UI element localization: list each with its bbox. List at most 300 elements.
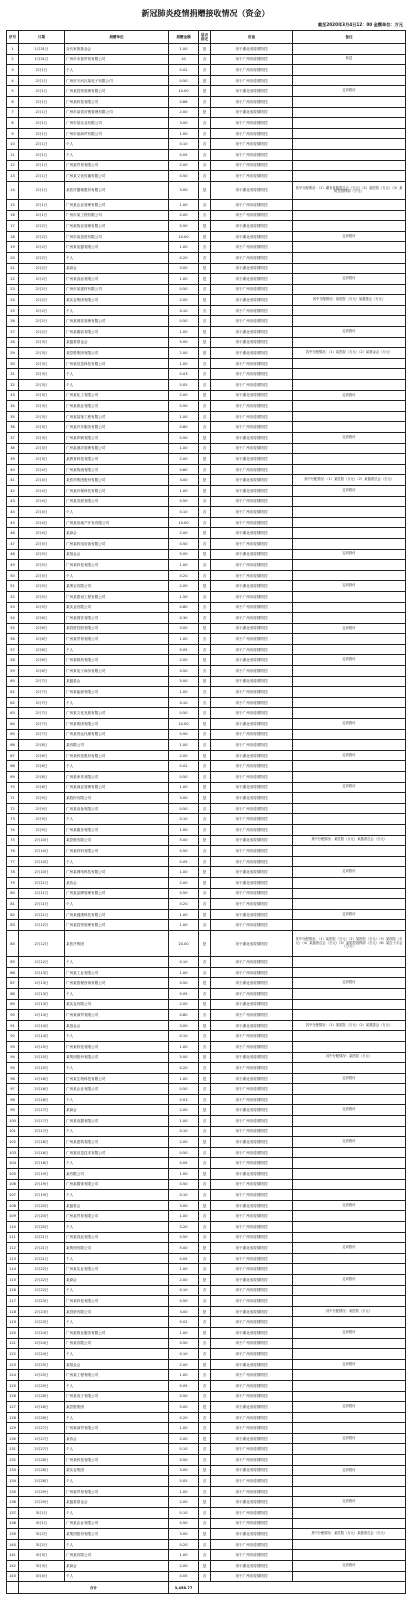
table-row	[7, 581, 406, 592]
cell-date: 2月4日	[19, 464, 65, 475]
cell-purpose: 用于湖北省疫情防控	[211, 1243, 293, 1254]
cell-donor: 广州某管理咨询有限公司	[65, 978, 169, 989]
cell-date: 3月2日	[19, 1539, 65, 1550]
cell-date: 2月7日	[19, 697, 65, 708]
cell-remark: 定向拨付	[293, 978, 406, 989]
cell-purpose: 用于广州市疫情防控	[211, 1571, 293, 1582]
cell-no: 1	[7, 44, 19, 55]
cell-designated: 否	[199, 1539, 211, 1550]
cell-no: 92	[7, 1031, 19, 1042]
cell-date: 2月4日	[19, 528, 65, 539]
cell-amount: 1.00	[169, 1486, 199, 1497]
table-row	[7, 1359, 406, 1370]
cell-date: 2月19日	[19, 1190, 65, 1201]
cell-designated: 否	[199, 1010, 211, 1021]
cell-designated: 是	[199, 1306, 211, 1317]
cell-remark	[293, 1158, 406, 1169]
cell-no: 97	[7, 1084, 19, 1095]
cell-date: 2月3日	[19, 390, 65, 401]
cell-amount: 0.50	[169, 708, 199, 719]
cell-designated: 是	[199, 1561, 211, 1572]
page-subtitle: 截至2020年3月4日12：00 金额单位：万元	[317, 22, 403, 27]
cell-no: 2	[7, 54, 19, 65]
cell-no: 25	[7, 305, 19, 316]
total-blank	[7, 1582, 19, 1594]
cell-designated: 是	[199, 454, 211, 465]
cell-designated: 是	[199, 1169, 211, 1180]
cell-amount: 0.05	[169, 1380, 199, 1391]
cell-amount: 0.50	[169, 803, 199, 814]
cell-date: 2月3日	[19, 369, 65, 380]
cell-no: 44	[7, 507, 19, 518]
cell-designated: 否	[199, 538, 211, 549]
cell-remark	[293, 454, 406, 465]
total-blank-right	[199, 1582, 406, 1594]
cell-remark	[293, 96, 406, 107]
cell-designated: 否	[199, 824, 211, 835]
cell-remark	[293, 1179, 406, 1190]
cell-amount: 2.00	[169, 581, 199, 592]
cell-no: 139	[7, 1529, 19, 1540]
cell-purpose: 用于湖北省疫情防控	[211, 390, 293, 401]
cell-designated: 是	[199, 750, 211, 761]
table-row	[7, 1232, 406, 1243]
cell-purpose: 用于广州市疫情防控	[211, 75, 293, 86]
cell-donor: 广州某酒店管理有限公司	[65, 443, 169, 454]
cell-designated: 是	[199, 1497, 211, 1508]
cell-no: 140	[7, 1539, 19, 1550]
table-row	[7, 496, 406, 507]
cell-purpose: 用于湖北省疫情防控	[211, 1433, 293, 1444]
cell-designated: 否	[199, 591, 211, 602]
cell-amount: 10	[169, 54, 199, 65]
cell-remark	[293, 118, 406, 129]
cell-donor: 某投资有限公司	[65, 1306, 169, 1317]
cell-date: 2月6日	[19, 666, 65, 677]
cell-purpose: 用于广州市疫情防控	[211, 464, 293, 475]
cell-purpose: 用于广州市疫情防控	[211, 634, 293, 645]
cell-donor: 某慈善会	[65, 676, 169, 687]
cell-remark: 定向拨付	[293, 1243, 406, 1254]
cell-no: 143	[7, 1571, 19, 1582]
cell-no: 71	[7, 793, 19, 804]
cell-purpose: 用于广州市疫情防控	[211, 1539, 293, 1550]
cell-amount: 10.00	[169, 719, 199, 730]
cell-donor: 广州市某投资有限公司	[65, 231, 169, 242]
table-row	[7, 967, 406, 978]
cell-remark: 定向拨付	[293, 1327, 406, 1338]
cell-designated: 是	[199, 1052, 211, 1063]
cell-designated: 否	[199, 422, 211, 433]
cell-amount: 0.50	[169, 284, 199, 295]
cell-designated: 是	[199, 44, 211, 55]
cell-remark	[293, 888, 406, 899]
cell-remark	[293, 999, 406, 1010]
cell-amount: 0.50	[169, 666, 199, 677]
cell-no: 129	[7, 1423, 19, 1434]
cell-purpose: 用于湖北省疫情防控	[211, 930, 293, 956]
cell-donor: 广州市天河区某电子有限公司	[65, 75, 169, 86]
cell-amount: 20.00	[169, 930, 199, 956]
cell-designated: 是	[199, 1465, 211, 1476]
table-row	[7, 835, 406, 846]
table-row	[7, 107, 406, 118]
cell-donor: 广州某货运代理有限公司	[65, 729, 169, 740]
cell-designated: 是	[199, 655, 211, 666]
cell-remark: 定向拨付	[293, 909, 406, 920]
cell-amount: 3.00	[169, 1200, 199, 1211]
cell-remark	[293, 1222, 406, 1233]
cell-purpose: 用于湖北省疫情防控	[211, 867, 293, 878]
table-row	[7, 274, 406, 285]
cell-no: 122	[7, 1349, 19, 1360]
cell-designated: 否	[199, 1222, 211, 1233]
cell-date: 2月27日	[19, 1433, 65, 1444]
cell-amount: 1.00	[169, 199, 199, 210]
cell-donor: 广州某服装有限公司	[65, 327, 169, 338]
cell-date: 2月20日	[19, 1211, 65, 1222]
cell-purpose: 用于广州市疫情防控	[211, 1508, 293, 1519]
cell-no: 68	[7, 761, 19, 772]
cell-donor: 广州某设备有限公司	[65, 803, 169, 814]
table-row	[7, 1380, 406, 1391]
cell-donor: 个人	[65, 380, 169, 391]
cell-donor: 广州某商贸有限公司	[65, 1423, 169, 1434]
cell-designated: 否	[199, 369, 211, 380]
cell-purpose: 用于广州市疫情防控	[211, 1412, 293, 1423]
cell-no: 87	[7, 978, 19, 989]
cell-designated: 否	[199, 401, 211, 412]
cell-donor: 广州某汽车服务有限公司	[65, 422, 169, 433]
cell-remark: 定向拨付	[293, 1497, 406, 1508]
cell-remark	[293, 1338, 406, 1349]
cell-remark	[293, 1147, 406, 1158]
table-row	[7, 1317, 406, 1328]
cell-date: 2月15日	[19, 1052, 65, 1063]
cell-purpose: 用于湖北省疫情防控	[211, 528, 293, 539]
cell-donor: 某控股有限公司	[65, 835, 169, 846]
cell-purpose: 用于广州市疫情防控	[211, 1264, 293, 1275]
cell-donor: 某珠宝有限公司	[65, 581, 169, 592]
table-row	[7, 1465, 406, 1476]
cell-date: 2月24日	[19, 1349, 65, 1360]
cell-remark: 其中分配情况：（1）某医院（万元）（2）某慈善总会（万元）	[293, 475, 406, 486]
cell-date: 2月4日	[19, 517, 65, 528]
cell-remark: 其中分配情况：（1）某医院（万元）（2）某慈善会（万元）	[293, 1020, 406, 1031]
cell-remark: 定向拨付	[293, 1561, 406, 1572]
cell-date: 2月5日	[19, 549, 65, 560]
cell-date: 2月5日	[19, 581, 65, 592]
cell-remark	[293, 560, 406, 571]
cell-amount: 0.20	[169, 570, 199, 581]
cell-remark: 定向拨付	[293, 867, 406, 878]
cell-donor: 广州某化工有限公司	[65, 390, 169, 401]
cell-purpose: 用于湖北省疫情防控	[211, 655, 293, 666]
cell-designated: 是	[199, 390, 211, 401]
cell-remark: 定向拨付	[293, 1137, 406, 1148]
cell-purpose: 用于广州市疫情防控	[211, 824, 293, 835]
cell-amount: 3.00	[169, 1465, 199, 1476]
table-row	[7, 697, 406, 708]
cell-designated: 否	[199, 1444, 211, 1455]
cell-amount: 1.00	[169, 1264, 199, 1275]
cell-date: 2月2日	[19, 274, 65, 285]
cell-remark	[293, 1380, 406, 1391]
cell-remark	[293, 464, 406, 475]
cell-donor: 某实业集团	[65, 1465, 169, 1476]
cell-remark	[293, 1508, 406, 1519]
cell-designated: 否	[199, 1317, 211, 1328]
cell-amount: 2.00	[169, 107, 199, 118]
cell-amount: 1.00	[169, 740, 199, 751]
cell-remark: 定向拨付	[293, 750, 406, 761]
table-row	[7, 369, 406, 380]
cell-purpose: 用于广州市疫情防控	[211, 149, 293, 160]
cell-designated: 是	[199, 930, 211, 956]
cell-amount: 2.00	[169, 454, 199, 465]
cell-date: 2月7日	[19, 676, 65, 687]
cell-no: 64	[7, 719, 19, 730]
cell-date: 2月12日	[19, 957, 65, 968]
cell-no: 124	[7, 1370, 19, 1381]
cell-no: 13	[7, 171, 19, 182]
cell-date: 2月24日	[19, 1338, 65, 1349]
cell-no: 59	[7, 666, 19, 677]
cell-purpose: 用于广州市疫情防控	[211, 160, 293, 171]
cell-amount: 0.50	[169, 496, 199, 507]
cell-date: 2月23日	[19, 1296, 65, 1307]
cell-donor: 个人	[65, 1031, 169, 1042]
cell-donor: 广州某物业服务有限公司	[65, 1327, 169, 1338]
cell-remark	[293, 1169, 406, 1180]
cell-purpose: 用于广州市疫情防控	[211, 1380, 293, 1391]
cell-designated: 否	[199, 1031, 211, 1042]
cell-date: 2月7日	[19, 687, 65, 698]
cell-donor: 某商会	[65, 528, 169, 539]
cell-amount: 2.00	[169, 1274, 199, 1285]
cell-purpose: 用于广州市疫情防控	[211, 988, 293, 999]
table-row	[7, 1529, 406, 1540]
cell-designated: 是	[199, 1073, 211, 1084]
cell-remark	[293, 44, 406, 55]
cell-no: 85	[7, 957, 19, 968]
cell-no: 39	[7, 454, 19, 465]
cell-remark	[293, 824, 406, 835]
cell-amount: 0.80	[169, 602, 199, 613]
cell-amount: 0.50	[169, 171, 199, 182]
cell-remark	[293, 199, 406, 210]
cell-donor: 广州某贸易有限公司	[65, 160, 169, 171]
cell-no: 12	[7, 160, 19, 171]
table-row	[7, 263, 406, 274]
cell-designated: 是	[199, 327, 211, 338]
cell-designated: 否	[199, 1391, 211, 1402]
cell-donor: 个人	[65, 1349, 169, 1360]
cell-designated: 是	[199, 75, 211, 86]
cell-remark	[293, 846, 406, 857]
cell-date: 2月2日	[19, 242, 65, 253]
cell-designated: 否	[199, 1285, 211, 1296]
cell-designated: 否	[199, 149, 211, 160]
cell-date: 2月2日	[19, 295, 65, 306]
cell-amount: 5.00	[169, 1243, 199, 1254]
cell-date: 2月16日	[19, 1073, 65, 1084]
cell-amount: 0.20	[169, 1222, 199, 1233]
cell-donor: 广州某工业有限公司	[65, 967, 169, 978]
cell-amount: 1.00	[169, 1550, 199, 1561]
cell-designated: 否	[199, 1147, 211, 1158]
cell-date: 2月18日	[19, 1137, 65, 1148]
cell-no: 95	[7, 1063, 19, 1074]
cell-purpose: 用于广州市疫情防控	[211, 128, 293, 139]
cell-no: 53	[7, 602, 19, 613]
cell-designated: 否	[199, 284, 211, 295]
cell-remark	[293, 242, 406, 253]
cell-amount: 0.50	[169, 433, 199, 444]
cell-donor: 广州市禾普贸易有限公司	[65, 54, 169, 65]
cell-date: 2月9日	[19, 814, 65, 825]
cell-date: 2月17日	[19, 1105, 65, 1116]
cell-no: 70	[7, 782, 19, 793]
cell-donor: 广州某材料有限公司	[65, 846, 169, 857]
cell-amount: 1.00	[169, 327, 199, 338]
cell-no: 76	[7, 846, 19, 857]
cell-designated: 否	[199, 697, 211, 708]
table-row	[7, 337, 406, 348]
cell-amount: 10.00	[169, 86, 199, 97]
table-row	[7, 877, 406, 888]
cell-amount: 0.05	[169, 1253, 199, 1264]
table-row	[7, 422, 406, 433]
cell-purpose: 用于湖北省疫情防控	[211, 1359, 293, 1370]
cell-purpose: 用于广州市疫情防控	[211, 1253, 293, 1264]
cell-purpose: 用于广州市疫情防控	[211, 957, 293, 968]
cell-remark	[293, 171, 406, 182]
cell-amount: 1.00	[169, 687, 199, 698]
header-no: 序号	[7, 31, 19, 44]
cell-donor: 广州某房地产开发有限公司	[65, 517, 169, 528]
cell-remark	[293, 107, 406, 118]
cell-date: 2月2日	[19, 221, 65, 232]
cell-remark	[293, 1571, 406, 1582]
cell-designated: 否	[199, 1486, 211, 1497]
cell-amount: 2.00	[169, 1433, 199, 1444]
cell-amount: 0.10	[169, 957, 199, 968]
table-row	[7, 1084, 406, 1095]
cell-designated: 否	[199, 128, 211, 139]
cell-remark	[293, 1084, 406, 1095]
cell-no: 111	[7, 1232, 19, 1243]
cell-remark: 其中分配情况：（1）某医院（万元）（2）某基金会（万元）	[293, 348, 406, 359]
cell-purpose: 用于广州市疫情防控	[211, 1455, 293, 1466]
cell-remark	[293, 1116, 406, 1127]
cell-donor: 个人	[65, 369, 169, 380]
cell-remark: 定向拨付	[293, 719, 406, 730]
table-row	[7, 390, 406, 401]
cell-no: 125	[7, 1380, 19, 1391]
cell-amount: 2.00	[169, 655, 199, 666]
cell-no: 117	[7, 1296, 19, 1307]
cell-donor: 广州某有限公司	[65, 1550, 169, 1561]
cell-no: 135	[7, 1486, 19, 1497]
cell-remark	[293, 284, 406, 295]
cell-date: 2月3日	[19, 411, 65, 422]
cell-designated: 否	[199, 740, 211, 751]
cell-date: 2月19日	[19, 1179, 65, 1190]
cell-date: 2月6日	[19, 655, 65, 666]
cell-donor: 个人	[65, 814, 169, 825]
cell-designated: 否	[199, 380, 211, 391]
cell-no: 5	[7, 86, 19, 97]
cell-designated: 否	[199, 920, 211, 931]
cell-donor: 个人	[65, 507, 169, 518]
cell-no: 21	[7, 263, 19, 274]
table-row	[7, 708, 406, 719]
cell-no: 93	[7, 1041, 19, 1052]
cell-amount: 0.20	[169, 252, 199, 263]
cell-designated: 否	[199, 54, 211, 65]
table-row	[7, 867, 406, 878]
table-row	[7, 1179, 406, 1190]
cell-amount: 2.00	[169, 750, 199, 761]
cell-remark: 定向拨付	[293, 86, 406, 97]
cell-no: 98	[7, 1094, 19, 1105]
cell-purpose: 用于广州市疫情防控	[211, 171, 293, 182]
cell-designated: 否	[199, 1571, 211, 1582]
table-row	[7, 54, 406, 65]
cell-no: 22	[7, 274, 19, 285]
cell-designated: 是	[199, 999, 211, 1010]
cell-purpose: 用于广州市疫情防控	[211, 814, 293, 825]
cell-donor: 个人	[65, 1476, 169, 1487]
cell-donor: 广州某科技有限公司	[65, 1296, 169, 1307]
cell-date: 2月3日	[19, 358, 65, 369]
table-row	[7, 1222, 406, 1233]
cell-donor: 广州市某供应链管理有限公司	[65, 107, 169, 118]
cell-remark	[293, 1317, 406, 1328]
table-row	[7, 160, 406, 171]
cell-designated: 否	[199, 139, 211, 150]
cell-donor: 广州某能源有限公司	[65, 687, 169, 698]
cell-donor: 某医疗集团	[65, 930, 169, 956]
cell-date: 2月17日	[19, 1116, 65, 1127]
table-row	[7, 1497, 406, 1508]
cell-no: 130	[7, 1433, 19, 1444]
cell-donor: 个人	[65, 570, 169, 581]
cell-no: 3	[7, 65, 19, 76]
cell-purpose: 用于广州市疫情防控	[211, 242, 293, 253]
cell-amount: 0.80	[169, 1010, 199, 1021]
table-row	[7, 1158, 406, 1169]
cell-remark: 定向拨付	[293, 1359, 406, 1370]
cell-designated: 否	[199, 1116, 211, 1127]
cell-amount: 1.00	[169, 634, 199, 645]
cell-donor: 广州某电器有限公司	[65, 1116, 169, 1127]
cell-designated: 是	[199, 867, 211, 878]
cell-donor: 广州某企业有限公司	[65, 1518, 169, 1529]
table-row	[7, 1402, 406, 1413]
cell-amount: 1.50	[169, 591, 199, 602]
cell-remark	[293, 337, 406, 348]
cell-amount: 0.50	[169, 888, 199, 899]
cell-purpose: 用于广州市疫情防控	[211, 1041, 293, 1052]
table-row	[7, 676, 406, 687]
table-row	[7, 231, 406, 242]
cell-no: 119	[7, 1317, 19, 1328]
table-row	[7, 181, 406, 199]
cell-donor: 个人	[65, 899, 169, 910]
cell-date: 2月13日	[19, 988, 65, 999]
